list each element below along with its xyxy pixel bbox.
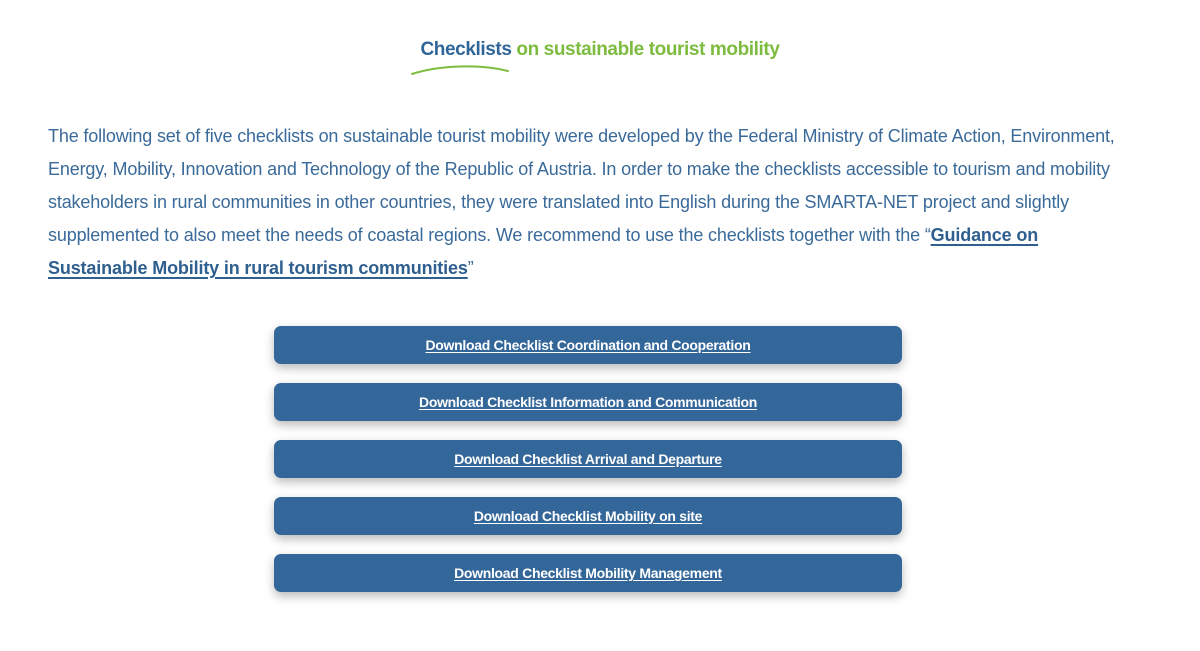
section-heading-container bbox=[0, 36, 1200, 64]
guidance-link[interactable]: Guidance on Sustainable Mobility in rural tourism communities bbox=[48, 225, 1039, 278]
section-heading bbox=[420, 36, 779, 64]
intro-text: The following set of five checklists on sustainable tourist mobility were developed by the Federal Ministry of Climate Action, Environment, Energy, Mobility, Innovation and Technology of the Republic of Austria. In order to make the checklists accessible to tourism and mobility stakeholders in rural communities in other countries, they were translated into English during the SMARTA-NET project and slightly supplemented to also meet the needs of coastal regions. We recommend to use the checklists together with the “ bbox=[48, 126, 1115, 245]
download-mobility-management-button[interactable]: Download Checklist Mobility Management bbox=[274, 554, 902, 592]
download-coordination-cooperation-button[interactable]: Download Checklist Coordination and Cooperation bbox=[274, 326, 902, 364]
heading-swoosh-decoration bbox=[410, 63, 510, 77]
intro-paragraph bbox=[48, 120, 1138, 285]
download-button-list bbox=[274, 326, 902, 611]
download-mobility-on-site-button[interactable]: Download Checklist Mobility on site bbox=[274, 497, 902, 535]
intro-text-end: ” bbox=[467, 258, 474, 278]
heading-accent-text: on sustainable tourist mobility bbox=[516, 39, 780, 60]
download-information-communication-button[interactable]: Download Checklist Information and Communication bbox=[274, 383, 902, 421]
download-arrival-departure-button[interactable]: Download Checklist Arrival and Departure bbox=[274, 440, 902, 478]
heading-primary-text: Checklists bbox=[420, 39, 512, 60]
